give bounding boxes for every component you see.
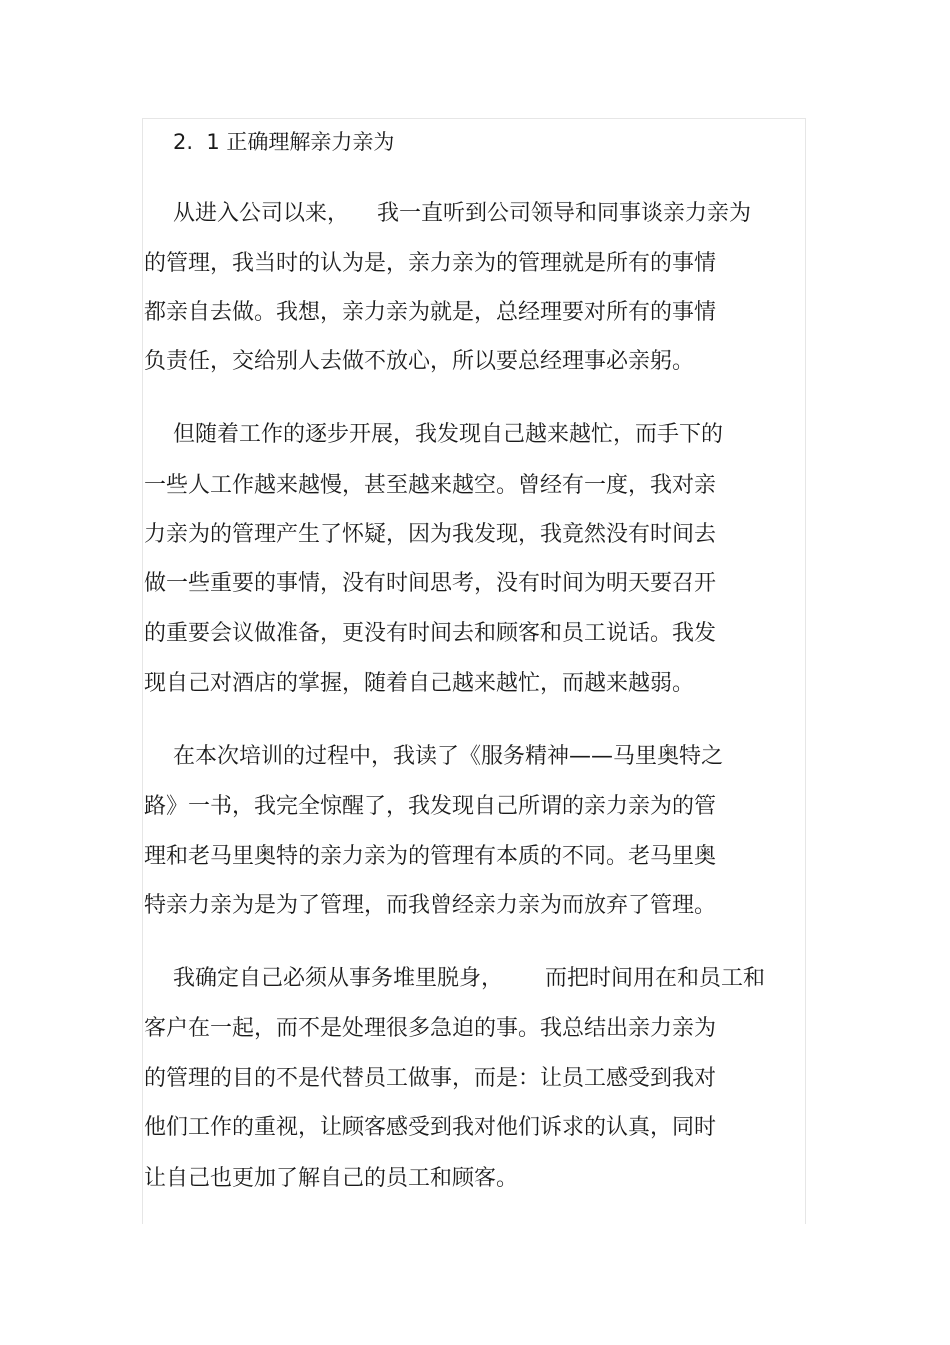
- paragraph-2-line-5: 的重要会议做准备，更没有时间去和顾客和员工说话。我发: [144, 621, 717, 646]
- paragraph-2-line-6: 现自己对酒店的掌握，随着自己越来越忙，而越来越弱。: [144, 671, 695, 696]
- paragraph-4-line-2: 客户在一起，而不是处理很多急迫的事。我总结出亲力亲为: [144, 1016, 717, 1041]
- paragraph-1-line-2: 的管理，我当时的认为是，亲力亲为的管理就是所有的事情: [144, 251, 717, 276]
- paragraph-1-line-3: 都亲自去做。我想，亲力亲为就是，总经理要对所有的事情: [144, 300, 717, 325]
- paragraph-4-line-5: 让自己也更加了解自己的员工和顾客。: [144, 1166, 519, 1191]
- paragraph-4-line-4: 他们工作的重视，让顾客感受到我对他们诉求的认真，同时: [144, 1115, 717, 1140]
- paragraph-3-line-2: 路》一书，我完全惊醒了，我发现自己所谓的亲力亲为的管: [144, 794, 717, 819]
- paragraph-3-line-4: 特亲力亲为是为了管理，而我曾经亲力亲为而放弃了管理。: [144, 893, 717, 918]
- section-heading: 2. 1 正确理解亲力亲为: [173, 130, 395, 154]
- paragraph-2-line-3: 力亲为的管理产生了怀疑，因为我发现，我竟然没有时间去: [144, 522, 717, 547]
- paragraph-1-line-4: 负责任，交给别人去做不放心，所以要总经理事必亲躬。: [144, 349, 695, 374]
- paragraph-2-line-4: 做一些重要的事情，没有时间思考，没有时间为明天要召开: [144, 571, 717, 596]
- paragraph-4-line-1: 我确定自己必须从事务堆里脱身， 而把时间用在和员工和: [173, 966, 765, 991]
- paragraph-2-line-2: 一些人工作越来越慢，甚至越来越空。曾经有一度，我对亲: [144, 473, 717, 498]
- paragraph-1-line-1: 从进入公司以来， 我一直听到公司领导和同事谈亲力亲为: [173, 201, 751, 226]
- paragraph-4-line-3: 的管理的目的不是代替员工做事，而是：让员工感受到我对: [144, 1066, 717, 1091]
- paragraph-3-line-3: 理和老马里奥特的亲力亲为的管理有本质的不同。老马里奥: [144, 844, 717, 869]
- paragraph-3-line-1: 在本次培训的过程中，我读了《服务精神——马里奥特之: [173, 744, 724, 769]
- paragraph-2-line-1: 但随着工作的逐步开展，我发现自己越来越忙，而手下的: [173, 422, 724, 447]
